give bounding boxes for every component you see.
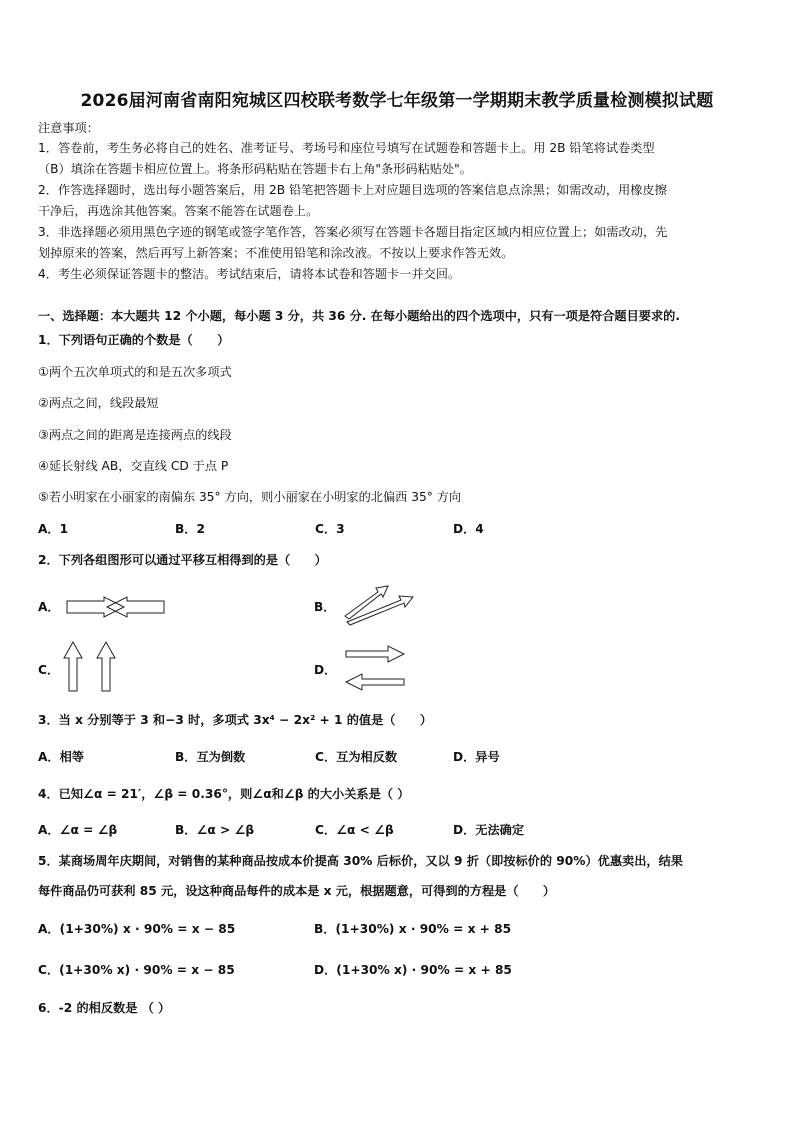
q1-option-d[interactable]: D．4	[453, 522, 484, 536]
q2-figure-c-upward-arrows	[62, 640, 120, 694]
notice-heading: 注意事项：	[38, 121, 99, 135]
notice-line: 划掉原来的答案，然后再写上新答案；不准使用铅笔和涂改液。不按以上要求作答无效。	[38, 246, 514, 260]
page-title: 2026届河南省南阳宛城区四校联考数学七年级第一学期期末教学质量检测模拟试题	[80, 91, 714, 111]
q1-item: ①两个五次单项式的和是五次多项式	[38, 365, 232, 379]
notice-line: 3．非选择题必须用黑色字迹的钢笔或签字笔作答，答案必须写在答题卡各题目指定区域内相应位置上；如需改动，先	[38, 225, 668, 239]
q6-stem: 6．-2 的相反数是 （ ）	[38, 1001, 171, 1015]
q5-option-b[interactable]: B．(1+30%) x · 90% = x + 85	[314, 922, 512, 936]
q2-option-a[interactable]: A．	[38, 600, 60, 614]
q3-option-c[interactable]: C．互为相反数	[315, 750, 398, 764]
q3-option-a[interactable]: A．相等	[38, 750, 84, 764]
q2-figure-a-crossed-arrows	[64, 594, 168, 620]
q3-stem: 3．当 x 分别等于 3 和−3 时，多项式 3x⁴ − 2x² + 1 的值是（ ）	[38, 713, 433, 727]
q1-item: ④延长射线 AB，交直线 CD 于点 P	[38, 459, 229, 473]
q5-stem-line2: 每件商品仍可获利 85 元，设这种商品每件的成本是 x 元，根据题意，可得到的方程是（ ）	[38, 884, 556, 898]
q5-stem-line1: 5．某商场周年庆期间，对销售的某种商品按成本价提高 30% 后标价，又以 9 折（即按标价的 90%）优惠卖出，结果	[38, 854, 683, 868]
q1-item: ⑤若小明家在小丽家的南偏东 35° 方向，则小丽家在小明家的北偏西 35° 方向	[38, 490, 462, 504]
q1-option-c[interactable]: C．3	[315, 522, 345, 536]
q1-item: ②两点之间，线段最短	[38, 396, 159, 410]
q4-option-d[interactable]: D．无法确定	[453, 823, 525, 837]
q1-option-a[interactable]: A．1	[38, 522, 69, 536]
q5-option-a[interactable]: A．(1+30%) x · 90% = x − 85	[38, 922, 236, 936]
q5-option-d[interactable]: D．(1+30% x) · 90% = x + 85	[314, 963, 512, 977]
q1-item: ③两点之间的距离是连接两点的线段	[38, 428, 232, 442]
q4-option-c[interactable]: C．∠α < ∠β	[315, 823, 394, 837]
q2-figure-b-angled-arrows	[338, 578, 418, 626]
q2-option-c[interactable]: C．	[38, 663, 60, 677]
section-heading: 一、选择题：本大题共 12 个小题，每小题 3 分，共 36 分. 在每小题给出的四个选项中，只有一项是符合题目要求的.	[38, 309, 680, 323]
notice-line: （B）填涂在答题卡相应位置上。将条形码粘贴在答题卡右上角"条形码粘贴处"。	[38, 162, 472, 176]
q2-figure-d-opposite-arrows	[340, 643, 410, 693]
q2-stem: 2．下列各组图形可以通过平移互相得到的是（ ）	[38, 553, 327, 567]
notice-line: 4．考生必须保证答题卡的整洁。考试结束后，请将本试卷和答题卡一并交回。	[38, 267, 461, 281]
q5-option-c[interactable]: C．(1+30% x) · 90% = x − 85	[38, 963, 235, 977]
q1-option-b[interactable]: B．2	[175, 522, 205, 536]
q3-option-b[interactable]: B．互为倒数	[175, 750, 246, 764]
q4-stem: 4．已知∠α = 21′，∠β = 0.36°，则∠α和∠β 的大小关系是（ ）	[38, 787, 410, 801]
notice-line: 2．作答选择题时，选出每小题答案后，用 2B 铅笔把答题卡上对应题目选项的答案信息点涂黑；如需改动，用橡皮擦	[38, 183, 667, 197]
notice-line: 1．答卷前，考生务必将自己的姓名、准考证号、考场号和座位号填写在试题卷和答题卡上。用 2B 铅笔将试卷类型	[38, 141, 655, 155]
notice-line: 干净后，再选涂其他答案。答案不能答在试题卷上。	[38, 204, 319, 218]
q1-stem: 1．下列语句正确的个数是（ ）	[38, 333, 230, 347]
q2-option-d[interactable]: D．	[314, 663, 337, 677]
q4-option-a[interactable]: A．∠α = ∠β	[38, 823, 118, 837]
q3-option-d[interactable]: D．异号	[453, 750, 500, 764]
q2-option-b[interactable]: B．	[314, 600, 336, 614]
q4-option-b[interactable]: B．∠α > ∠β	[175, 823, 255, 837]
